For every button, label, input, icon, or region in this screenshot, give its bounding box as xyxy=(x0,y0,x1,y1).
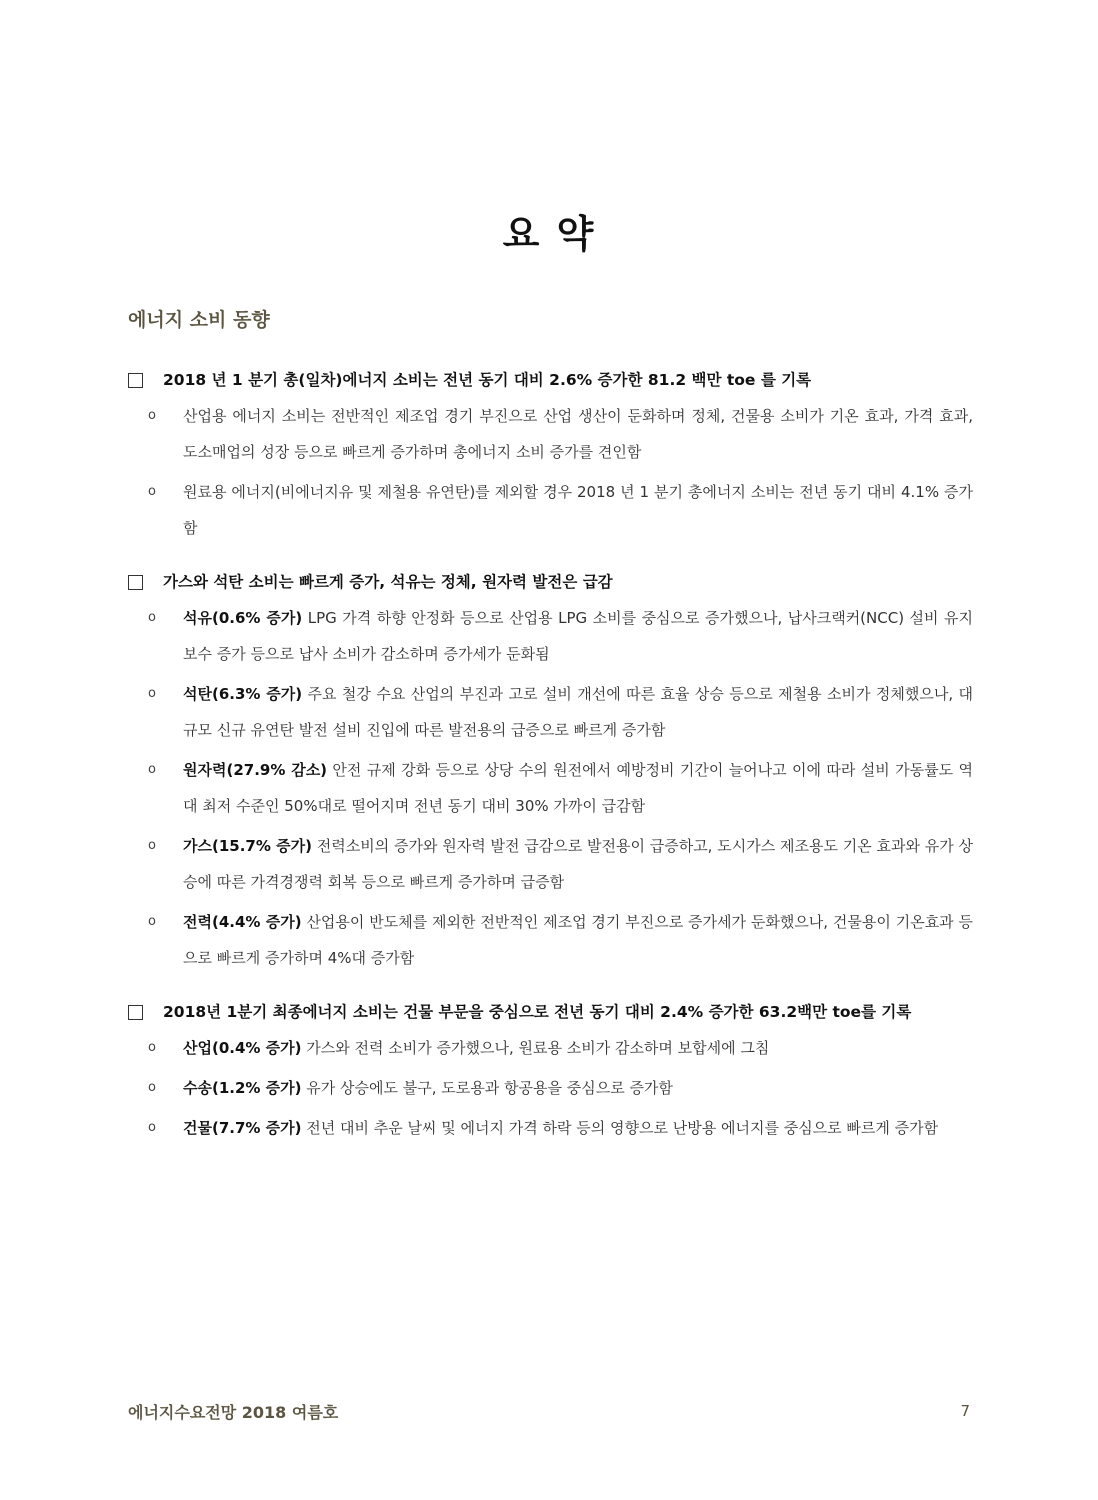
page-title: 요 약 xyxy=(502,212,596,256)
bullet-item xyxy=(128,676,973,748)
bullet-item xyxy=(128,474,973,546)
bullet-lead: 석유(0.6% 증가) xyxy=(183,609,303,627)
bullet-text: 석탄(6.3% 증가) 주요 철강 수요 산업의 부진과 고로 설비 개선에 따른 효율 상승 등으로 제철용 소비가 정체했으나, 대규모 신규 유연탄 발전 설비 진입에 따른 발전용의 급증으로 빠르게 증가함 xyxy=(183,685,973,739)
bullet-item xyxy=(128,1110,973,1146)
bullet-text: 전력(4.4% 증가) 산업용이 반도체를 제외한 전반적인 제조업 경기 부진으로 증가세가 둔화했으나, 건물용이 기온효과 등으로 빠르게 증가하며 4%대 증가함 xyxy=(183,913,973,967)
bullet-lead: 가스(15.7% 증가) xyxy=(183,837,312,855)
checkbox-square-icon xyxy=(128,1005,143,1020)
bullet-item xyxy=(128,752,973,824)
summary-block xyxy=(128,998,973,1146)
block-headline xyxy=(128,568,973,596)
summary-block xyxy=(128,568,973,976)
bullet-item xyxy=(128,600,973,672)
bullet-item xyxy=(128,904,973,976)
bullet-text: 가스(15.7% 증가) 전력소비의 증가와 원자력 발전 급감으로 발전용이 급증하고, 도시가스 제조용도 기온 효과와 유가 상승에 따른 가격경쟁력 회복 등으로 빠르게 증가하며 급증함 xyxy=(183,837,973,891)
bullet-text: 건물(7.7% 증가) 전년 대비 추운 날씨 및 에너지 가격 하락 등의 영향으로 난방용 에너지를 중심으로 빠르게 증가함 xyxy=(183,1119,939,1137)
bullet-circle-icon: o xyxy=(148,1120,156,1135)
bullet-lead: 원자력(27.9% 감소) xyxy=(183,761,328,779)
bullet-lead: 전력(4.4% 증가) xyxy=(183,913,302,931)
checkbox-square-icon xyxy=(128,373,143,388)
footer-publication: 에너지수요전망 2018 여름호 xyxy=(128,1403,339,1422)
bullet-circle-icon: o xyxy=(148,762,156,777)
headline-text: 가스와 석탄 소비는 빠르게 증가, 석유는 정체, 원자력 발전은 급감 xyxy=(163,573,613,591)
bullet-item xyxy=(128,828,973,900)
bullet-circle-icon: o xyxy=(148,1040,156,1055)
bullet-lead: 산업(0.4% 증가) xyxy=(183,1039,302,1057)
headline-text: 2018 년 1 분기 총(일차)에너지 소비는 전년 동기 대비 2.6% 증가한 81.2 백만 toe 를 기록 xyxy=(163,371,812,389)
block-headline xyxy=(128,998,973,1026)
bullet-text: 원료용 에너지(비에너지유 및 제철용 유연탄)를 제외할 경우 2018 년 1 분기 총에너지 소비는 전년 동기 대비 4.1% 증가함 xyxy=(183,483,973,537)
bullet-lead: 건물(7.7% 증가) xyxy=(183,1119,302,1137)
headline-text: 2018년 1분기 최종에너지 소비는 건물 부문을 중심으로 전년 동기 대비 2.4% 증가한 63.2백만 toe를 기록 xyxy=(163,1003,912,1021)
bullet-circle-icon: o xyxy=(148,838,156,853)
bullet-text: 석유(0.6% 증가) LPG 가격 하향 안정화 등으로 산업용 LPG 소비를 중심으로 증가했으나, 납사크랙커(NCC) 설비 유지 보수 증가 등으로 납사 소비가 감소하며 증가세가 둔화됨 xyxy=(183,609,974,663)
section-heading: 에너지 소비 동향 xyxy=(128,309,270,331)
bullet-circle-icon: o xyxy=(148,686,156,701)
block-headline xyxy=(128,366,973,394)
checkbox-square-icon xyxy=(128,575,143,590)
bullet-text: 산업(0.4% 증가) 가스와 전력 소비가 증가했으나, 원료용 소비가 감소하며 보합세에 그침 xyxy=(183,1039,770,1057)
bullet-item xyxy=(128,1030,973,1066)
bullet-circle-icon: o xyxy=(148,484,156,499)
bullet-text: 원자력(27.9% 감소) 안전 규제 강화 등으로 상당 수의 원전에서 예방정비 기간이 늘어나고 이에 따라 설비 가동률도 역대 최저 수준인 50%대로 떨어지며 전년 동기 대비 30% 가까이 급감함 xyxy=(183,761,973,815)
page-number: 7 xyxy=(960,1402,970,1420)
summary-content xyxy=(128,366,973,1168)
bullet-item xyxy=(128,1070,973,1106)
bullet-text: 산업용 에너지 소비는 전반적인 제조업 경기 부진으로 산업 생산이 둔화하며 정체, 건물용 소비가 기온 효과, 가격 효과, 도소매업의 성장 등으로 빠르게 증가하며 총에너지 소비 증가를 견인함 xyxy=(183,407,973,461)
bullet-circle-icon: o xyxy=(148,1080,156,1095)
bullet-text: 수송(1.2% 증가) 유가 상승에도 불구, 도로용과 항공용을 중심으로 증가함 xyxy=(183,1079,673,1097)
bullet-lead: 수송(1.2% 증가) xyxy=(183,1079,302,1097)
bullet-circle-icon: o xyxy=(148,610,156,625)
summary-block xyxy=(128,366,973,546)
bullet-lead: 석탄(6.3% 증가) xyxy=(183,685,303,703)
bullet-circle-icon: o xyxy=(148,408,156,423)
bullet-item xyxy=(128,398,973,470)
bullet-circle-icon: o xyxy=(148,914,156,929)
